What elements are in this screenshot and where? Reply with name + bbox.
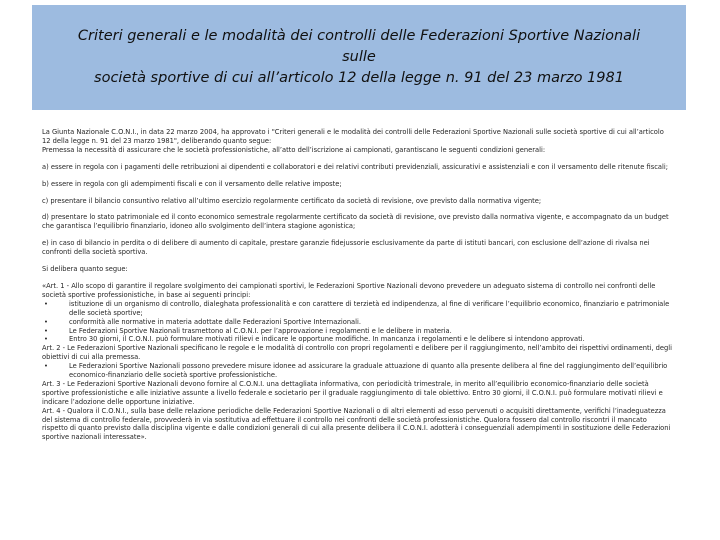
deliberation-heading: Si delibera quanto segue: <box>42 265 128 274</box>
article-1-bullet-4: • Entro 30 giorni, il C.O.N.I. può formulare motivati rilievi e indicare le opportune modifiche. In mancanza i regolamenti e le delibere si intendono approvati. <box>42 335 674 344</box>
condition-e: e) in caso di bilancio in perdita o di delibere di aumento di capitale, prestare garanzie fidejussorie esclusivamente da parte di istituti bancari, con esclusione dell’azione di rivalsa nei confronti della società sportiva. <box>42 239 650 257</box>
article-1-bullet-3: • Le Federazioni Sportive Nazionali trasmettono al C.O.N.I. per l’approvazione i regolamenti e le delibere in materia. <box>42 327 674 336</box>
title-line-1: Criteri generali e le modalità dei controlli delle Federazioni Sportive Nazionali sulle <box>77 28 641 65</box>
article-1-bullet-1: • istituzione di un organismo di controllo, dialeghata professionalità e con carattere di terzietà ed indipendenza, al fine di verificare l’equilibrio economico, finanziario e patrimoniale delle società sportive; <box>42 300 674 318</box>
article-2-bullet-1: • Le Federazioni Sportive Nazionali possono prevedere misure idonee ad assicurare la graduale attuazione di quanto alla presente delibera al fine del raggiungimento dell’equilibrio economico-finanziario delle società sportive professionistiche. <box>42 362 674 380</box>
article-1-bullet-2: • conformità alle normative in materia adottate dalle Federazioni Sportive Internazionali. <box>42 318 674 327</box>
article-2: Art. 2 - Le Federazioni Sportive Nazionali specificano le regole e le modalità di controllo con propri regolamenti e delibere per il raggiungimento, nell’ambito dei rispettivi ordinamenti, degli obiettivi di cui alla premessa. <box>42 344 673 362</box>
condition-d: d) presentare lo stato patrimoniale ed il conto economico semestrale regolarmente certificato da società di revisione, ove previsto dalla normativa vigente, e accompagnato da un budget che garantisca l’equilibrio finanziario, idoneo allo svolgimento dell’intera stagione agonistica; <box>42 213 669 231</box>
condition-a: a) essere in regola con i pagamenti delle retribuzioni ai dipendenti e collaboratori e dei relativi contributi previdenziali, assicurativi e assistenziali e con il versamento delle ritenute fiscali; <box>42 162 668 171</box>
title-line-2: società sportive di cui all’articolo 12 della legge n. 91 del 23 marzo 1981 <box>94 70 624 86</box>
document-body <box>42 128 674 442</box>
article-1: «Art. 1 - Allo scopo di garantire il regolare svolgimento dei campionati sportivi, le Federazioni Sportive Nazionali devono prevedere un adeguato sistema di controllo nei confronti delle società sportive professionistiche, in base ai seguenti principi: <box>42 281 656 299</box>
title-banner <box>32 5 686 110</box>
condition-c: c) presentare il bilancio consuntivo relativo all’ultimo esercizio regolarmente certificato da società di revisione, ove previsto dalla normativa vigente; <box>42 196 542 205</box>
page-title <box>59 26 659 89</box>
article-3: Art. 3 - Le Federazioni Sportive Nazionali devono fornire al C.O.N.I. una dettagliata informativa, con periodicità trimestrale, in merito all’equilibrio economico-finanziario delle società sportive professionistiche e alle iniziative assunte a livello federale e societario per il graduale raggiungimento di tale obiettivo. Entro 30 giorni, il C.O.N.I. può formulare motivati rilievi e indicare l’adozione delle opportune iniziative. <box>42 379 663 406</box>
article-4: Art. 4 - Qualora il C.O.N.I., sulla base delle relazione periodiche delle Federazioni Sportive Nazionali o di altri elementi ad esso pervenuti o acquisiti direttamente, verifichi l’inadeguatezza del sistema di controllo federale, provvederà in via sostitutiva ad effettuare il controllo nei confronti delle società professionistiche. Qualora fossero dal controllo riscontri il mancato rispetto di quanto previsto dalla disciplina vigente e dalle condizioni generali di cui alla presente delibera il C.O.N.I. adotterà i conseguenziali adempimenti in sostituzione delle Federazioni sportive nazionali interessate». <box>42 406 671 442</box>
intro-paragraph: La Giunta Nazionale C.O.N.I., in data 22 marzo 2004, ha approvato i "Criteri generali e le modalità dei controlli delle Federazioni Sportive Nazionali sulle società sportive di cui all’articolo 12 della legge n. 91 del 23 marzo 1981", deliberando quanto segue: <box>42 128 664 145</box>
condition-b: b) essere in regola con gli adempimenti fiscali e con il versamento delle relative imposte; <box>42 179 342 188</box>
premise-paragraph: Premessa la necessità di assicurare che le società professionistiche, all’atto dell’iscrizione ai campionati, garantiscano le seguenti condizioni generali: <box>42 145 546 154</box>
